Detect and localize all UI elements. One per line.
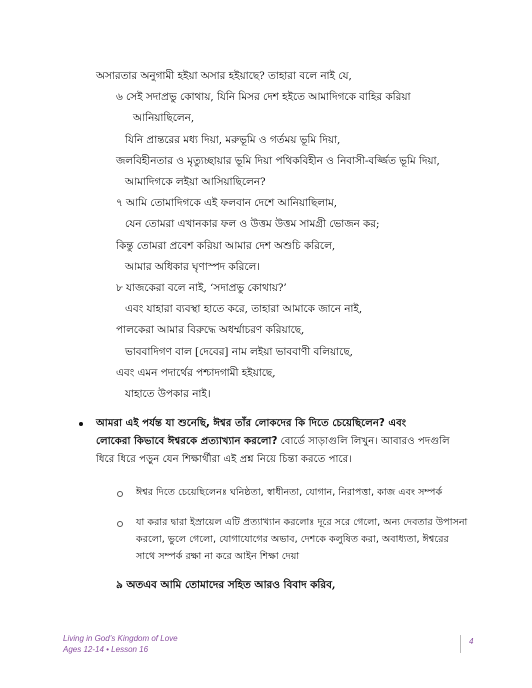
verse-line: কিন্তু তোমরা প্রবেশ করিয়া আমার দেশ অশুচি করিলে, <box>116 240 336 252</box>
verse-line: জলবিহীনতার ও মৃত্যুচ্ছায়ার ভূমি দিয়া পথিকবিহীন ও নিবাসী-বর্জ্জিত ভূমি দিয়া, <box>116 155 440 167</box>
footer-divider <box>460 635 461 653</box>
verse-line: ৬ সেই সদাপ্রভু কোথায়, যিনি মিসর দেশ হইতে আমাদিগকে বাহির করিয়া <box>116 91 411 103</box>
verse-line: ৮ যাজকেরা বলে নাই, ‘সদাপ্রভু কোথায়?’ <box>116 282 287 294</box>
answer-item-continued: করলো, ভুলে গেলো, যোগাযোগের অভাব, দেশকে কলুষিত করা, অবাধ্যতা, ঈশ্বরের <box>136 534 449 545</box>
discussion-question-line-2 <box>96 435 450 449</box>
answer-item-continued: সাথে সম্পর্ক রক্ষা না করে আইন শিক্ষা দেয়া <box>136 551 300 562</box>
footer-title: Living in God’s Kingdom of Love <box>63 634 178 643</box>
teacher-instruction-line: ধিরে ধিরে পড়ুন যেন শিক্ষার্থীরা এই প্রশ্ন নিয়ে চিন্তা করতে পারে। <box>96 454 352 465</box>
verse-line: পালকেরা আমার বিরুদ্ধে অধর্ম্মাচরণ করিয়াছে, <box>116 324 305 336</box>
verse-line: ৭ আমি তোমাদিগকে এই ফলবান দেশে আনিয়াছিলাম, <box>116 197 338 209</box>
discussion-question: আমরা এই পর্যন্ত যা শুনেছি, ঈশ্বর তাঁর লোকদের কি দিতে চেয়েছিলেন? এবং <box>96 418 407 429</box>
sub-bullet-icon <box>117 521 123 527</box>
verse-line: অসারতার অনুগামী হইয়া অসার হইয়াছে? তাহারা বলে নাই যে, <box>96 70 352 82</box>
verse-line: যিনি প্রান্তরের মধ্য দিয়া, মরুভূমি ও গর্তময় ভূমি দিয়া, <box>125 134 341 146</box>
verse-line: আমার অধিকার ঘৃণাস্পদ করিলে। <box>125 261 261 273</box>
verse-line: যেন তোমরা এখানকার ফল ও উত্তম উত্তম সামগ্রী ভোজন কর; <box>125 218 380 230</box>
teacher-instruction: বোর্ডে সাড়াগুলি লিখুন। আবারও পদগুলি <box>277 436 450 447</box>
answer-item: ঈশ্বর দিতে চেয়েছিলেনঃ ঘনিষ্ঠতা, স্বাধীনতা, যোগান, নিরাপত্তা, কাজ এবং সম্পর্ক <box>136 487 443 498</box>
verse-9-line: ৯ অতএব আমি তোমাদের সহিত আরও বিবাদ করিব, <box>116 579 336 591</box>
verse-line: আমাদিগকে লইয়া আসিয়াছিলেন? <box>125 176 266 188</box>
page-number: 4 <box>469 637 474 646</box>
verse-line: যাহাতে উপকার নাই। <box>125 388 211 400</box>
footer-subtitle: Ages 12-14 • Lesson 16 <box>63 645 149 654</box>
question-bold-part: লোকেরা কিভাবে ঈশ্বরকে প্রত্যাখ্যান করলো? <box>96 436 278 447</box>
answer-item: যা করার দ্বারা ইস্রায়েল এটি প্রত্যাখ্যান করলোঃ দূরে সরে গেলো, অন্য দেবতার উপাসনা <box>136 517 468 528</box>
verse-line: এবং যাহারা ব্যবস্থা হাতে করে, তাহারা আমাকে জানে নাই, <box>125 303 363 315</box>
verse-line: এবং এমন পদার্থের পশ্চাদগামী হইয়াছে, <box>116 367 276 379</box>
verse-line: ভাববাদিগণ বাল [দেবের] নাম লইয়া ভাববাণী বলিয়াছে, <box>125 346 353 358</box>
verse-line: আনিয়াছিলেন, <box>133 112 195 124</box>
bullet-icon <box>79 422 83 426</box>
sub-bullet-icon <box>117 491 123 497</box>
